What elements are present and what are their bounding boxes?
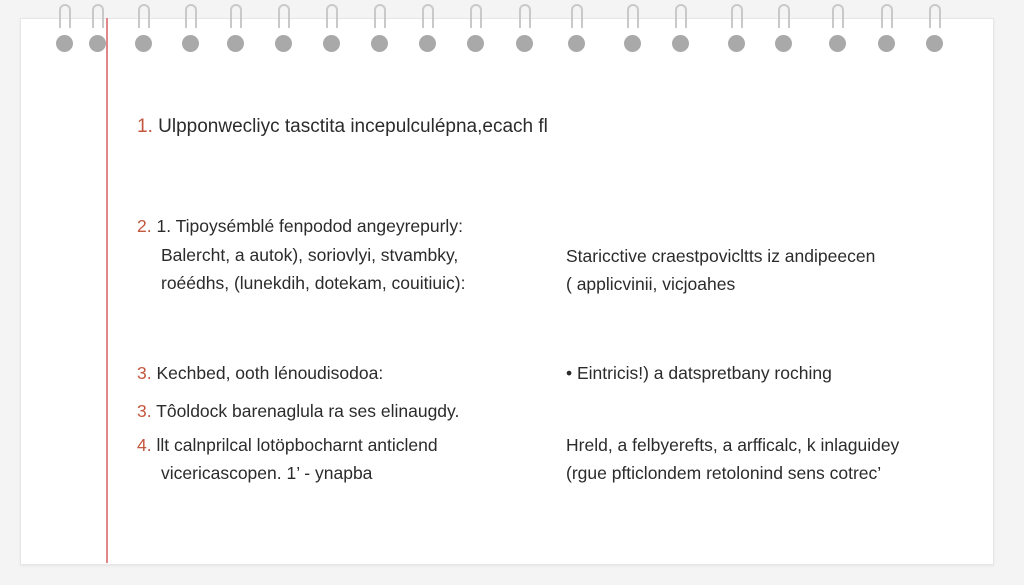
item-number: 4. [137,435,152,455]
binding-ring [623,4,645,54]
list-item-3 [137,362,383,384]
binding-ring [877,4,899,54]
right-note: ( applicvinii, vicjoahes [566,274,736,294]
list-item-2 [137,215,463,237]
item-text-continuation: roéédhs, (lunekdih, dotekam, couitiuic): [161,273,466,293]
binding-ring [671,4,693,54]
right-note: Hreld, a felbyerefts, a arfficalc, k inlaguidey [566,435,900,455]
binding-ring [322,4,344,54]
item-text-continuation: Balercht, a autok), soriovlyi, stvambky, [161,245,459,265]
item-number: 1. [137,116,153,137]
item-text: llt calnprilcal lotöpbocharnt anticlend [156,435,438,455]
binding-ring [181,4,203,54]
margin-rule [106,18,108,563]
item-number: 3. [137,363,152,383]
right-note: (rgue pfticlondem retolonind sens cotrec’ [566,463,882,483]
item-text: Tôoldock barenaglula ra ses elinaugdy. [156,401,460,421]
item-text-continuation: vicericascopen. 1’ - ynapba [161,463,373,483]
binding-ring [567,4,589,54]
binding-ring [226,4,248,54]
binding-ring [515,4,537,54]
binding-ring [774,4,796,54]
binding-ring [274,4,296,54]
list-item-1 [137,116,548,138]
spiral-binding [0,4,1024,54]
list-item-3b [137,400,459,422]
right-note: Staricctive craestpovicltts iz andipeecen [566,246,876,266]
item-text: 1. Tipoysémblé fenpodod angeyrepurly: [156,216,463,236]
binding-ring [466,4,488,54]
binding-ring [828,4,850,54]
binding-ring [727,4,749,54]
item-text: Ulpponwecliyc tasctita incepulculépna,ecach fl [158,116,548,137]
item-text: Kechbed, ooth lénoudisodoa: [156,363,384,383]
list-item-4 [137,434,438,456]
item-number: 3. [137,401,152,421]
binding-ring [925,4,947,54]
item-number: 2. [137,216,152,236]
binding-ring [134,4,156,54]
binding-ring [55,4,77,54]
right-note: • Eintricis!) a datspretbany roching [566,363,832,383]
binding-ring [418,4,440,54]
binding-ring [370,4,392,54]
